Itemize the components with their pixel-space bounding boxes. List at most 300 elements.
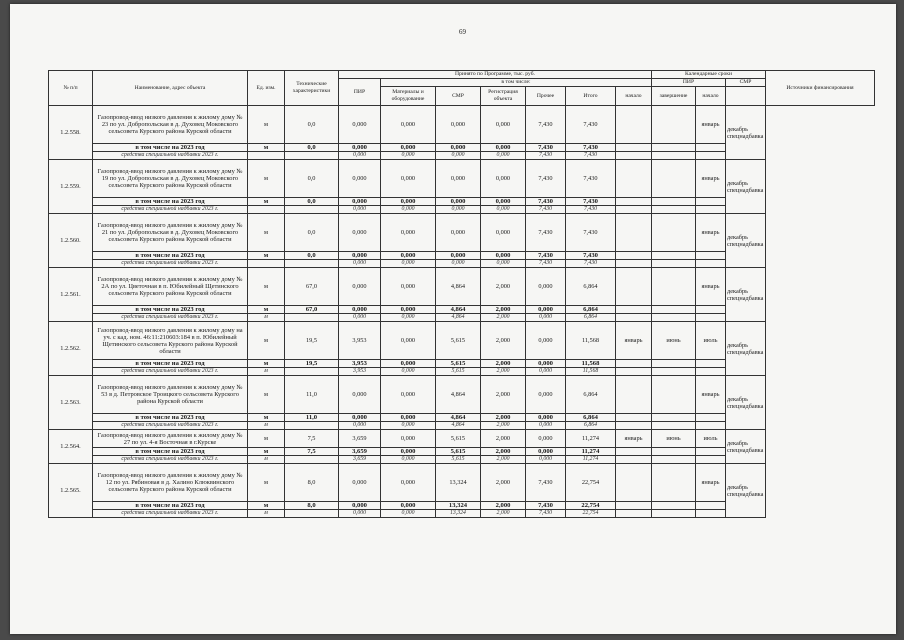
tech-cell: 7,5 xyxy=(285,430,339,448)
other-cell: 7,430 xyxy=(526,160,566,198)
smr-cell: 5,615 xyxy=(436,430,481,448)
object-name: Газопровод-ввод низкого давления к жилому дому № 27 по ул. 4-я Восточная в г.Курске xyxy=(93,430,248,448)
row-number: 1.2.561. xyxy=(49,268,93,322)
special-unit: м xyxy=(248,368,285,376)
total-total: 6,864 xyxy=(566,306,616,314)
special-calendar-empty xyxy=(696,314,726,322)
pir-end-cell xyxy=(652,214,696,252)
object-row xyxy=(49,376,875,414)
special-materials: 0,000 xyxy=(381,260,436,268)
tech-cell: 19,5 xyxy=(285,322,339,360)
total-total: 7,430 xyxy=(566,252,616,260)
total-reg: 2,000 xyxy=(481,502,526,510)
total-calendar-empty xyxy=(616,252,652,260)
pir-cell: 0,000 xyxy=(339,268,381,306)
pir-cell: 0,000 xyxy=(339,376,381,414)
pir-end-cell xyxy=(652,376,696,414)
special-total: 6,864 xyxy=(566,422,616,430)
object-row xyxy=(49,322,875,360)
header-tech: Технические характеристики xyxy=(285,71,339,106)
special-unit xyxy=(248,206,285,214)
special-total: 7,430 xyxy=(566,152,616,160)
row-number: 1.2.560. xyxy=(49,214,93,268)
object-row xyxy=(49,464,875,502)
other-cell: 0,000 xyxy=(526,376,566,414)
special-materials: 0,000 xyxy=(381,314,436,322)
total-other: 7,430 xyxy=(526,198,566,206)
header-name: Наименование, адрес объекта xyxy=(93,71,248,106)
total-calendar-empty xyxy=(652,448,696,456)
total-label: в том числе на 2023 год xyxy=(93,448,248,456)
special-pir: 0,000 xyxy=(339,314,381,322)
total-label: в том числе на 2023 год xyxy=(93,360,248,368)
header-registration: Регистрация объекта xyxy=(481,87,526,106)
header-cal-smr: СМР xyxy=(726,79,766,87)
special-calendar-empty xyxy=(696,206,726,214)
total-cell: 6,864 xyxy=(566,268,616,306)
smr-start-cell: январь xyxy=(696,268,726,306)
total-tech: 7,5 xyxy=(285,448,339,456)
special-pir: 3,659 xyxy=(339,456,381,464)
row-number: 1.2.564. xyxy=(49,430,93,464)
header-sources: Источники финансирования xyxy=(766,71,875,106)
special-unit xyxy=(248,260,285,268)
pir-start-cell xyxy=(616,160,652,198)
header-other: Прочее xyxy=(526,87,566,106)
special-tech xyxy=(285,206,339,214)
total-smr: 5,615 xyxy=(436,448,481,456)
special-calendar-empty xyxy=(616,260,652,268)
pir-end-cell xyxy=(652,106,696,144)
special-materials: 0,000 xyxy=(381,456,436,464)
total-other: 7,430 xyxy=(526,144,566,152)
special-other: 7,430 xyxy=(526,510,566,518)
total-cell: 11,274 xyxy=(566,430,616,448)
smr-end-value: декабрь xyxy=(727,395,748,403)
total-reg: 2,000 xyxy=(481,360,526,368)
total-pir: 0,000 xyxy=(339,144,381,152)
object-row xyxy=(49,430,875,448)
special-label: средства специальной надбавки 2023 г. xyxy=(93,152,248,160)
materials-cell: 0,000 xyxy=(381,430,436,448)
total-calendar-empty xyxy=(616,306,652,314)
header-total: Итого xyxy=(566,87,616,106)
special-other: 7,430 xyxy=(526,206,566,214)
smr-start-cell: июль xyxy=(696,430,726,448)
header-incl: в том числе: xyxy=(381,79,652,87)
source-value: спецнадбавка xyxy=(727,348,764,356)
total-unit: м xyxy=(248,448,285,456)
special-tech xyxy=(285,152,339,160)
total-calendar-empty xyxy=(616,360,652,368)
pir-cell: 0,000 xyxy=(339,160,381,198)
special-calendar-empty xyxy=(652,368,696,376)
special-smr: 0,000 xyxy=(436,152,481,160)
object-name: Газопровод-ввод низкого давления к жилому дому № 19 по ул. Добропольская в д. Духовец Моковского сельсовета Курского района Курской области xyxy=(93,160,248,198)
total-smr: 13,324 xyxy=(436,502,481,510)
total-unit: м xyxy=(248,502,285,510)
header-start: начало xyxy=(616,87,652,106)
special-tech xyxy=(285,314,339,322)
total-other: 0,000 xyxy=(526,448,566,456)
special-calendar-empty xyxy=(652,206,696,214)
special-calendar-empty xyxy=(696,510,726,518)
total-unit: м xyxy=(248,252,285,260)
total-cell: 7,430 xyxy=(566,106,616,144)
special-calendar-empty xyxy=(652,314,696,322)
special-other: 7,430 xyxy=(526,152,566,160)
total-cell: 6,864 xyxy=(566,376,616,414)
tech-cell: 8,0 xyxy=(285,464,339,502)
total-tech: 0,0 xyxy=(285,144,339,152)
smr-cell: 5,615 xyxy=(436,322,481,360)
object-name: Газопровод-ввод низкого давления к жилому дому № 23 по ул. Добропольская в д. Духовец Моковского сельсовета Курского района Курской области xyxy=(93,106,248,144)
total-reg: 0,000 xyxy=(481,144,526,152)
total-total: 22,754 xyxy=(566,502,616,510)
special-reg: 0,000 xyxy=(481,260,526,268)
total-calendar-empty xyxy=(652,252,696,260)
special-calendar-empty xyxy=(616,206,652,214)
unit-cell: м xyxy=(248,322,285,360)
source-cell xyxy=(726,268,766,322)
total-other: 7,430 xyxy=(526,502,566,510)
total-smr: 4,864 xyxy=(436,414,481,422)
materials-cell: 0,000 xyxy=(381,214,436,252)
special-other: 0,000 xyxy=(526,368,566,376)
total-materials: 0,000 xyxy=(381,306,436,314)
tech-cell: 0,0 xyxy=(285,106,339,144)
smr-end-value: декабрь xyxy=(727,483,748,491)
total-cell: 7,430 xyxy=(566,214,616,252)
materials-cell: 0,000 xyxy=(381,322,436,360)
special-smr: 0,000 xyxy=(436,206,481,214)
pir-start-cell xyxy=(616,376,652,414)
special-reg: 2,000 xyxy=(481,422,526,430)
special-calendar-empty xyxy=(652,422,696,430)
smr-cell: 4,864 xyxy=(436,376,481,414)
special-smr: 4,864 xyxy=(436,314,481,322)
total-materials: 0,000 xyxy=(381,198,436,206)
page-number: 69 xyxy=(459,28,466,36)
header-funding-group: Принято по Программе, тыс. руб. xyxy=(339,71,652,79)
total-label: в том числе на 2023 год xyxy=(93,252,248,260)
total-calendar-empty xyxy=(652,144,696,152)
total-reg: 0,000 xyxy=(481,198,526,206)
tech-cell: 67,0 xyxy=(285,268,339,306)
total-cell: 11,568 xyxy=(566,322,616,360)
special-calendar-empty xyxy=(652,456,696,464)
object-name: Газопровод-ввод низкого давления к жилому дому № 12 по ул. Рябиновая в д. Халино Клюквинского сельсовета Курского района Курской области xyxy=(93,464,248,502)
special-calendar-empty xyxy=(616,314,652,322)
other-cell: 0,000 xyxy=(526,268,566,306)
header-calendar: Календарные сроки xyxy=(652,71,766,79)
pir-end-cell xyxy=(652,268,696,306)
header-pir: ПИР xyxy=(339,79,381,106)
special-calendar-empty xyxy=(616,510,652,518)
special-other: 0,000 xyxy=(526,456,566,464)
special-materials: 0,000 xyxy=(381,152,436,160)
source-cell xyxy=(726,214,766,268)
total-unit: м xyxy=(248,198,285,206)
object-name: Газопровод-ввод низкого давления к жилому дому № 53 в д. Петровское Троицкого сельсовета Курского района Курской области xyxy=(93,376,248,414)
source-value: спецнадбавка xyxy=(727,240,764,248)
source-value: спецнадбавка xyxy=(727,294,764,302)
special-other: 7,430 xyxy=(526,260,566,268)
header-smr: СМР xyxy=(436,87,481,106)
reg-cell: 2,000 xyxy=(481,376,526,414)
source-value: спецнадбавка xyxy=(727,402,764,410)
document-page xyxy=(10,4,896,634)
special-label: средства специальной надбавки 2023 г. xyxy=(93,368,248,376)
total-smr: 0,000 xyxy=(436,144,481,152)
total-tech: 0,0 xyxy=(285,252,339,260)
special-calendar-empty xyxy=(696,152,726,160)
special-other: 0,000 xyxy=(526,422,566,430)
special-reg: 2,000 xyxy=(481,314,526,322)
total-tech: 11,0 xyxy=(285,414,339,422)
smr-start-cell: январь xyxy=(696,376,726,414)
total-unit: м xyxy=(248,144,285,152)
total-pir: 3,953 xyxy=(339,360,381,368)
total-calendar-empty xyxy=(652,306,696,314)
special-tech xyxy=(285,260,339,268)
pir-cell: 3,659 xyxy=(339,430,381,448)
special-label: средства специальной надбавки 2023 г. xyxy=(93,260,248,268)
total-calendar-empty xyxy=(652,198,696,206)
special-reg: 0,000 xyxy=(481,152,526,160)
special-tech xyxy=(285,510,339,518)
total-pir: 0,000 xyxy=(339,414,381,422)
total-smr: 4,864 xyxy=(436,306,481,314)
total-unit: м xyxy=(248,414,285,422)
special-smr: 5,615 xyxy=(436,368,481,376)
total-smr: 0,000 xyxy=(436,252,481,260)
row-number: 1.2.562. xyxy=(49,322,93,376)
special-pir: 0,000 xyxy=(339,422,381,430)
total-reg: 2,000 xyxy=(481,306,526,314)
source-cell xyxy=(726,376,766,430)
special-tech xyxy=(285,368,339,376)
special-materials: 0,000 xyxy=(381,368,436,376)
header-materials: Материалы и оборудование xyxy=(381,87,436,106)
special-label: средства специальной надбавки 2023 г. xyxy=(93,422,248,430)
other-cell: 7,430 xyxy=(526,464,566,502)
total-calendar-empty xyxy=(652,360,696,368)
total-calendar-empty xyxy=(652,502,696,510)
pir-cell: 0,000 xyxy=(339,214,381,252)
pir-start-cell xyxy=(616,106,652,144)
program-table xyxy=(48,70,875,518)
total-cell: 22,754 xyxy=(566,464,616,502)
total-total: 6,864 xyxy=(566,414,616,422)
total-tech: 19,5 xyxy=(285,360,339,368)
source-value: спецнадбавка xyxy=(727,490,764,498)
source-value: спецнадбавка xyxy=(727,446,764,454)
special-pir: 0,000 xyxy=(339,152,381,160)
tech-cell: 0,0 xyxy=(285,160,339,198)
total-pir: 0,000 xyxy=(339,502,381,510)
row-number: 1.2.563. xyxy=(49,376,93,430)
row-number: 1.2.558. xyxy=(49,106,93,160)
total-calendar-empty xyxy=(616,448,652,456)
pir-cell: 0,000 xyxy=(339,464,381,502)
total-reg: 2,000 xyxy=(481,448,526,456)
materials-cell: 0,000 xyxy=(381,268,436,306)
total-label: в том числе на 2023 год xyxy=(93,414,248,422)
special-smr: 4,864 xyxy=(436,422,481,430)
total-calendar-empty xyxy=(696,360,726,368)
source-cell xyxy=(726,430,766,464)
special-unit: м xyxy=(248,456,285,464)
total-calendar-empty xyxy=(652,414,696,422)
total-calendar-empty xyxy=(696,198,726,206)
special-calendar-empty xyxy=(652,152,696,160)
total-other: 0,000 xyxy=(526,306,566,314)
special-calendar-empty xyxy=(652,260,696,268)
smr-start-cell: июль xyxy=(696,322,726,360)
total-label: в том числе на 2023 год xyxy=(93,502,248,510)
total-pir: 0,000 xyxy=(339,252,381,260)
special-calendar-empty xyxy=(696,260,726,268)
special-total: 7,430 xyxy=(566,206,616,214)
header-num: № п/п xyxy=(49,71,93,106)
total-total: 11,568 xyxy=(566,360,616,368)
smr-cell: 4,864 xyxy=(436,268,481,306)
source-cell xyxy=(726,322,766,376)
total-calendar-empty xyxy=(616,198,652,206)
special-smr: 13,324 xyxy=(436,510,481,518)
total-calendar-empty xyxy=(696,502,726,510)
special-materials: 0,000 xyxy=(381,422,436,430)
total-tech: 0,0 xyxy=(285,198,339,206)
pir-end-cell: июнь xyxy=(652,430,696,448)
tech-cell: 0,0 xyxy=(285,214,339,252)
unit-cell: м xyxy=(248,106,285,144)
reg-cell: 0,000 xyxy=(481,106,526,144)
header-cal-pir: ПИР xyxy=(652,79,726,87)
smr-end-value: декабрь xyxy=(727,125,748,133)
smr-end-value: декабрь xyxy=(727,341,748,349)
header-smr-start: начало xyxy=(696,87,726,106)
pir-start-cell xyxy=(616,268,652,306)
smr-end-value: декабрь xyxy=(727,287,748,295)
special-tech xyxy=(285,422,339,430)
special-reg: 0,000 xyxy=(481,206,526,214)
object-name: Газопровод-ввод низкого давления к жилому дому на уч. с кад. ном. 46:11:210603:184 в п. Юбилейный Щетинского сельсовета Курского района Курской области xyxy=(93,322,248,360)
total-materials: 0,000 xyxy=(381,502,436,510)
smr-start-cell: январь xyxy=(696,214,726,252)
special-reg: 2,000 xyxy=(481,368,526,376)
pir-start-cell: январь xyxy=(616,430,652,448)
total-cell: 7,430 xyxy=(566,160,616,198)
pir-start-cell: январь xyxy=(616,322,652,360)
total-pir: 3,659 xyxy=(339,448,381,456)
source-value: спецнадбавка xyxy=(727,186,764,194)
total-other: 7,430 xyxy=(526,252,566,260)
reg-cell: 2,000 xyxy=(481,464,526,502)
special-smr: 5,615 xyxy=(436,456,481,464)
source-cell xyxy=(726,106,766,160)
total-label: в том числе на 2023 год xyxy=(93,306,248,314)
smr-cell: 0,000 xyxy=(436,106,481,144)
total-calendar-empty xyxy=(616,502,652,510)
header-unit: Ед. изм. xyxy=(248,71,285,106)
special-smr: 0,000 xyxy=(436,260,481,268)
smr-cell: 0,000 xyxy=(436,160,481,198)
object-row xyxy=(49,160,875,198)
special-pir: 0,000 xyxy=(339,206,381,214)
total-calendar-empty xyxy=(696,144,726,152)
smr-end-value: декабрь xyxy=(727,233,748,241)
total-calendar-empty xyxy=(696,448,726,456)
special-tech xyxy=(285,456,339,464)
object-name: Газопровод-ввод низкого давления к жилому дому № 2А по ул. Цветочная в п. Юбилейный Щетинского сельсовета Курского района Курской области xyxy=(93,268,248,306)
total-calendar-empty xyxy=(696,414,726,422)
special-pir: 3,953 xyxy=(339,368,381,376)
pir-start-cell xyxy=(616,464,652,502)
special-calendar-empty xyxy=(696,422,726,430)
unit-cell: м xyxy=(248,464,285,502)
total-other: 0,000 xyxy=(526,414,566,422)
smr-start-cell: январь xyxy=(696,160,726,198)
total-calendar-empty xyxy=(616,144,652,152)
object-row xyxy=(49,268,875,306)
reg-cell: 0,000 xyxy=(481,160,526,198)
special-label: средства специальной надбавки 2023 г. xyxy=(93,456,248,464)
materials-cell: 0,000 xyxy=(381,464,436,502)
special-label: средства специальной надбавки 2023 г. xyxy=(93,510,248,518)
special-materials: 0,000 xyxy=(381,510,436,518)
smr-start-cell: январь xyxy=(696,464,726,502)
special-pir: 0,000 xyxy=(339,260,381,268)
total-reg: 0,000 xyxy=(481,252,526,260)
other-cell: 7,430 xyxy=(526,106,566,144)
other-cell: 0,000 xyxy=(526,322,566,360)
special-materials: 0,000 xyxy=(381,206,436,214)
reg-cell: 0,000 xyxy=(481,214,526,252)
pir-cell: 0,000 xyxy=(339,106,381,144)
reg-cell: 2,000 xyxy=(481,430,526,448)
smr-end-value: декабрь xyxy=(727,439,748,447)
special-calendar-empty xyxy=(616,422,652,430)
total-label: в том числе на 2023 год xyxy=(93,144,248,152)
reg-cell: 2,000 xyxy=(481,268,526,306)
total-smr: 0,000 xyxy=(436,198,481,206)
special-unit xyxy=(248,152,285,160)
unit-cell: м xyxy=(248,214,285,252)
materials-cell: 0,000 xyxy=(381,376,436,414)
object-name: Газопровод-ввод низкого давления к жилому дому № 21 по ул. Добропольская в д. Духовец Моковского сельсовета Курского района Курской области xyxy=(93,214,248,252)
smr-cell: 13,324 xyxy=(436,464,481,502)
special-total: 6,864 xyxy=(566,314,616,322)
unit-cell: м xyxy=(248,160,285,198)
total-calendar-empty xyxy=(696,252,726,260)
materials-cell: 0,000 xyxy=(381,160,436,198)
special-total: 22,754 xyxy=(566,510,616,518)
total-calendar-empty xyxy=(616,414,652,422)
special-calendar-empty xyxy=(616,152,652,160)
pir-start-cell xyxy=(616,214,652,252)
total-total: 7,430 xyxy=(566,144,616,152)
source-cell xyxy=(726,464,766,518)
pir-end-cell xyxy=(652,160,696,198)
special-total: 7,430 xyxy=(566,260,616,268)
special-unit: м xyxy=(248,422,285,430)
total-total: 11,274 xyxy=(566,448,616,456)
pir-cell: 3,953 xyxy=(339,322,381,360)
total-calendar-empty xyxy=(696,306,726,314)
special-reg: 2,000 xyxy=(481,510,526,518)
